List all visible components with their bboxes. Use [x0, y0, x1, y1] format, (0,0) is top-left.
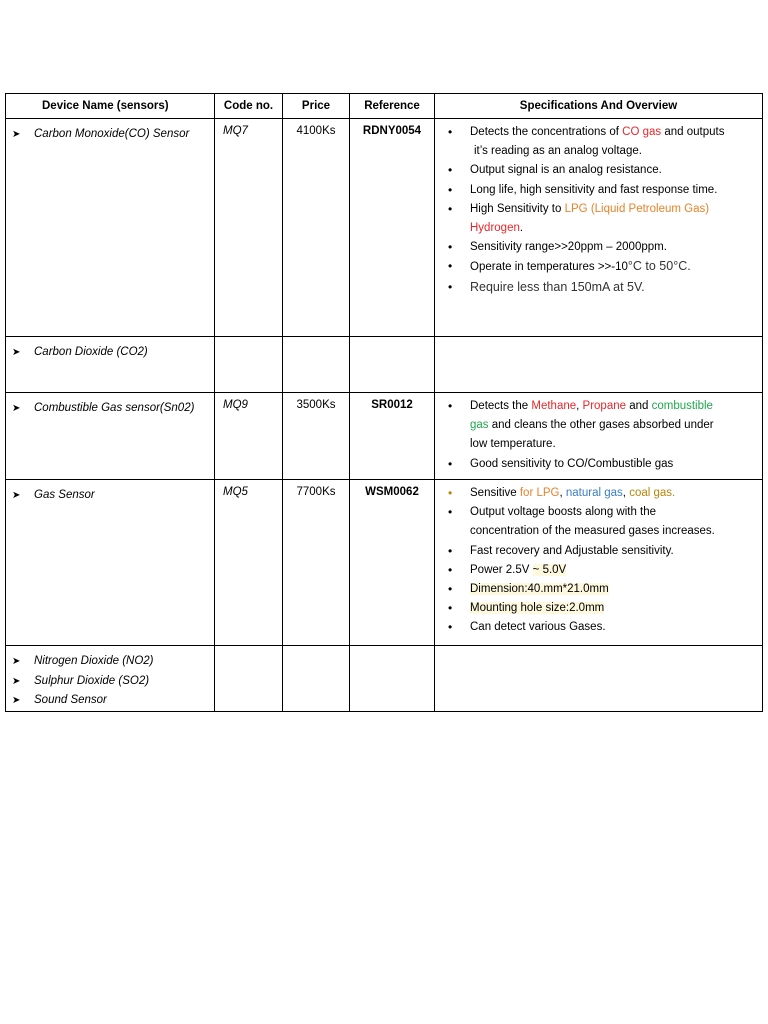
device-cell	[6, 337, 215, 393]
spec-item: • Output voltage boosts along with the	[435, 503, 758, 522]
spec-item: • High Sensitivity to LPG (Liquid Petroleum Gas)	[435, 200, 758, 219]
price-cell: 4100Ks	[283, 119, 350, 337]
arrow-bullet-icon: ➤	[12, 695, 21, 706]
header-device-name: Device Name (sensors)	[6, 94, 215, 119]
table-row	[6, 393, 763, 480]
spec-item: • Operate in temperatures >>-10°C to 50°C.	[435, 257, 758, 277]
header-specifications: Specifications And Overview	[435, 94, 763, 119]
header-code-no: Code no.	[215, 94, 283, 119]
spec-item: • Good sensitivity to CO/Combustible gas	[435, 455, 758, 474]
spec-item: • Mounting hole size:2.0mm	[435, 599, 758, 618]
reference-cell: SR0012	[350, 393, 435, 480]
spec-cell	[435, 393, 763, 480]
table-row	[6, 119, 763, 337]
price-cell: 7700Ks	[283, 480, 350, 646]
spec-cell	[435, 646, 763, 712]
price-cell: 3500Ks	[283, 393, 350, 480]
code-cell: MQ9	[215, 393, 283, 480]
spec-item: • Power 2.5V ~ 5.0V	[435, 561, 758, 580]
arrow-bullet-icon: ➤	[12, 347, 21, 358]
price-cell	[283, 646, 350, 712]
code-cell: MQ7	[215, 119, 283, 337]
spec-cell	[435, 480, 763, 646]
header-price: Price	[283, 94, 350, 119]
arrow-bullet-icon: ➤	[12, 490, 21, 501]
table-row	[6, 337, 763, 393]
spec-cell	[435, 119, 763, 337]
device-item: ➤ Gas Sensor	[12, 486, 214, 506]
code-cell	[215, 337, 283, 393]
reference-cell: WSM0062	[350, 480, 435, 646]
device-item: ➤ Sound Sensor	[12, 691, 214, 711]
spec-item: • Sensitivity range>>20ppm – 2000ppm.	[435, 238, 758, 257]
arrow-bullet-icon: ➤	[12, 656, 21, 667]
spec-item-continued: Hydrogen.	[470, 222, 524, 235]
spec-item: • Detects the concentrations of CO gas and outputs	[435, 123, 758, 142]
device-item: ➤ Carbon Dioxide (CO2)	[12, 343, 214, 363]
arrow-bullet-icon: ➤	[12, 403, 21, 414]
spec-item: • Sensitive for LPG, natural gas, coal gas.	[435, 484, 758, 503]
spec-item: • Fast recovery and Adjustable sensitivity.	[435, 542, 758, 561]
arrow-bullet-icon: ➤	[12, 675, 21, 687]
spec-item-continued: gas and cleans the other gases absorbed under	[470, 419, 714, 432]
reference-cell: RDNY0054	[350, 119, 435, 337]
spec-item: • Long life, high sensitivity and fast response time.	[435, 181, 758, 200]
device-item: ➤ Sulphur Dioxide (SO2)	[12, 672, 214, 692]
code-cell	[215, 646, 283, 712]
device-item: ➤ Combustible Gas sensor(Sn02)	[12, 399, 214, 419]
arrow-bullet-icon: ➤	[12, 129, 21, 140]
spec-item-continued: it’s reading as an analog voltage.	[474, 145, 642, 158]
spec-item: • Dimension:40.mm*21.0mm	[435, 580, 758, 599]
device-cell	[6, 119, 215, 337]
spec-item-continued: concentration of the measured gases increases.	[470, 525, 715, 538]
sensor-table	[5, 93, 763, 712]
spec-item: • Output signal is an analog resistance.	[435, 161, 758, 180]
reference-cell	[350, 646, 435, 712]
reference-cell	[350, 337, 435, 393]
device-cell	[6, 646, 215, 712]
price-cell	[283, 337, 350, 393]
table-row	[6, 646, 763, 712]
device-item: ➤ Nitrogen Dioxide (NO2)	[12, 652, 214, 672]
spec-cell	[435, 337, 763, 393]
spec-item: • Detects the Methane, Propane and combustible	[435, 397, 758, 416]
table-row	[6, 480, 763, 646]
header-reference: Reference	[350, 94, 435, 119]
header-row	[6, 94, 763, 119]
spec-item: • Require less than 150mA at 5V.	[435, 278, 758, 298]
device-cell	[6, 480, 215, 646]
device-item: ➤ Carbon Monoxide(CO) Sensor	[12, 125, 214, 145]
code-cell: MQ5	[215, 480, 283, 646]
spec-item: • Can detect various Gases.	[435, 618, 758, 637]
spec-item-continued: low temperature.	[470, 438, 556, 451]
device-cell	[6, 393, 215, 480]
